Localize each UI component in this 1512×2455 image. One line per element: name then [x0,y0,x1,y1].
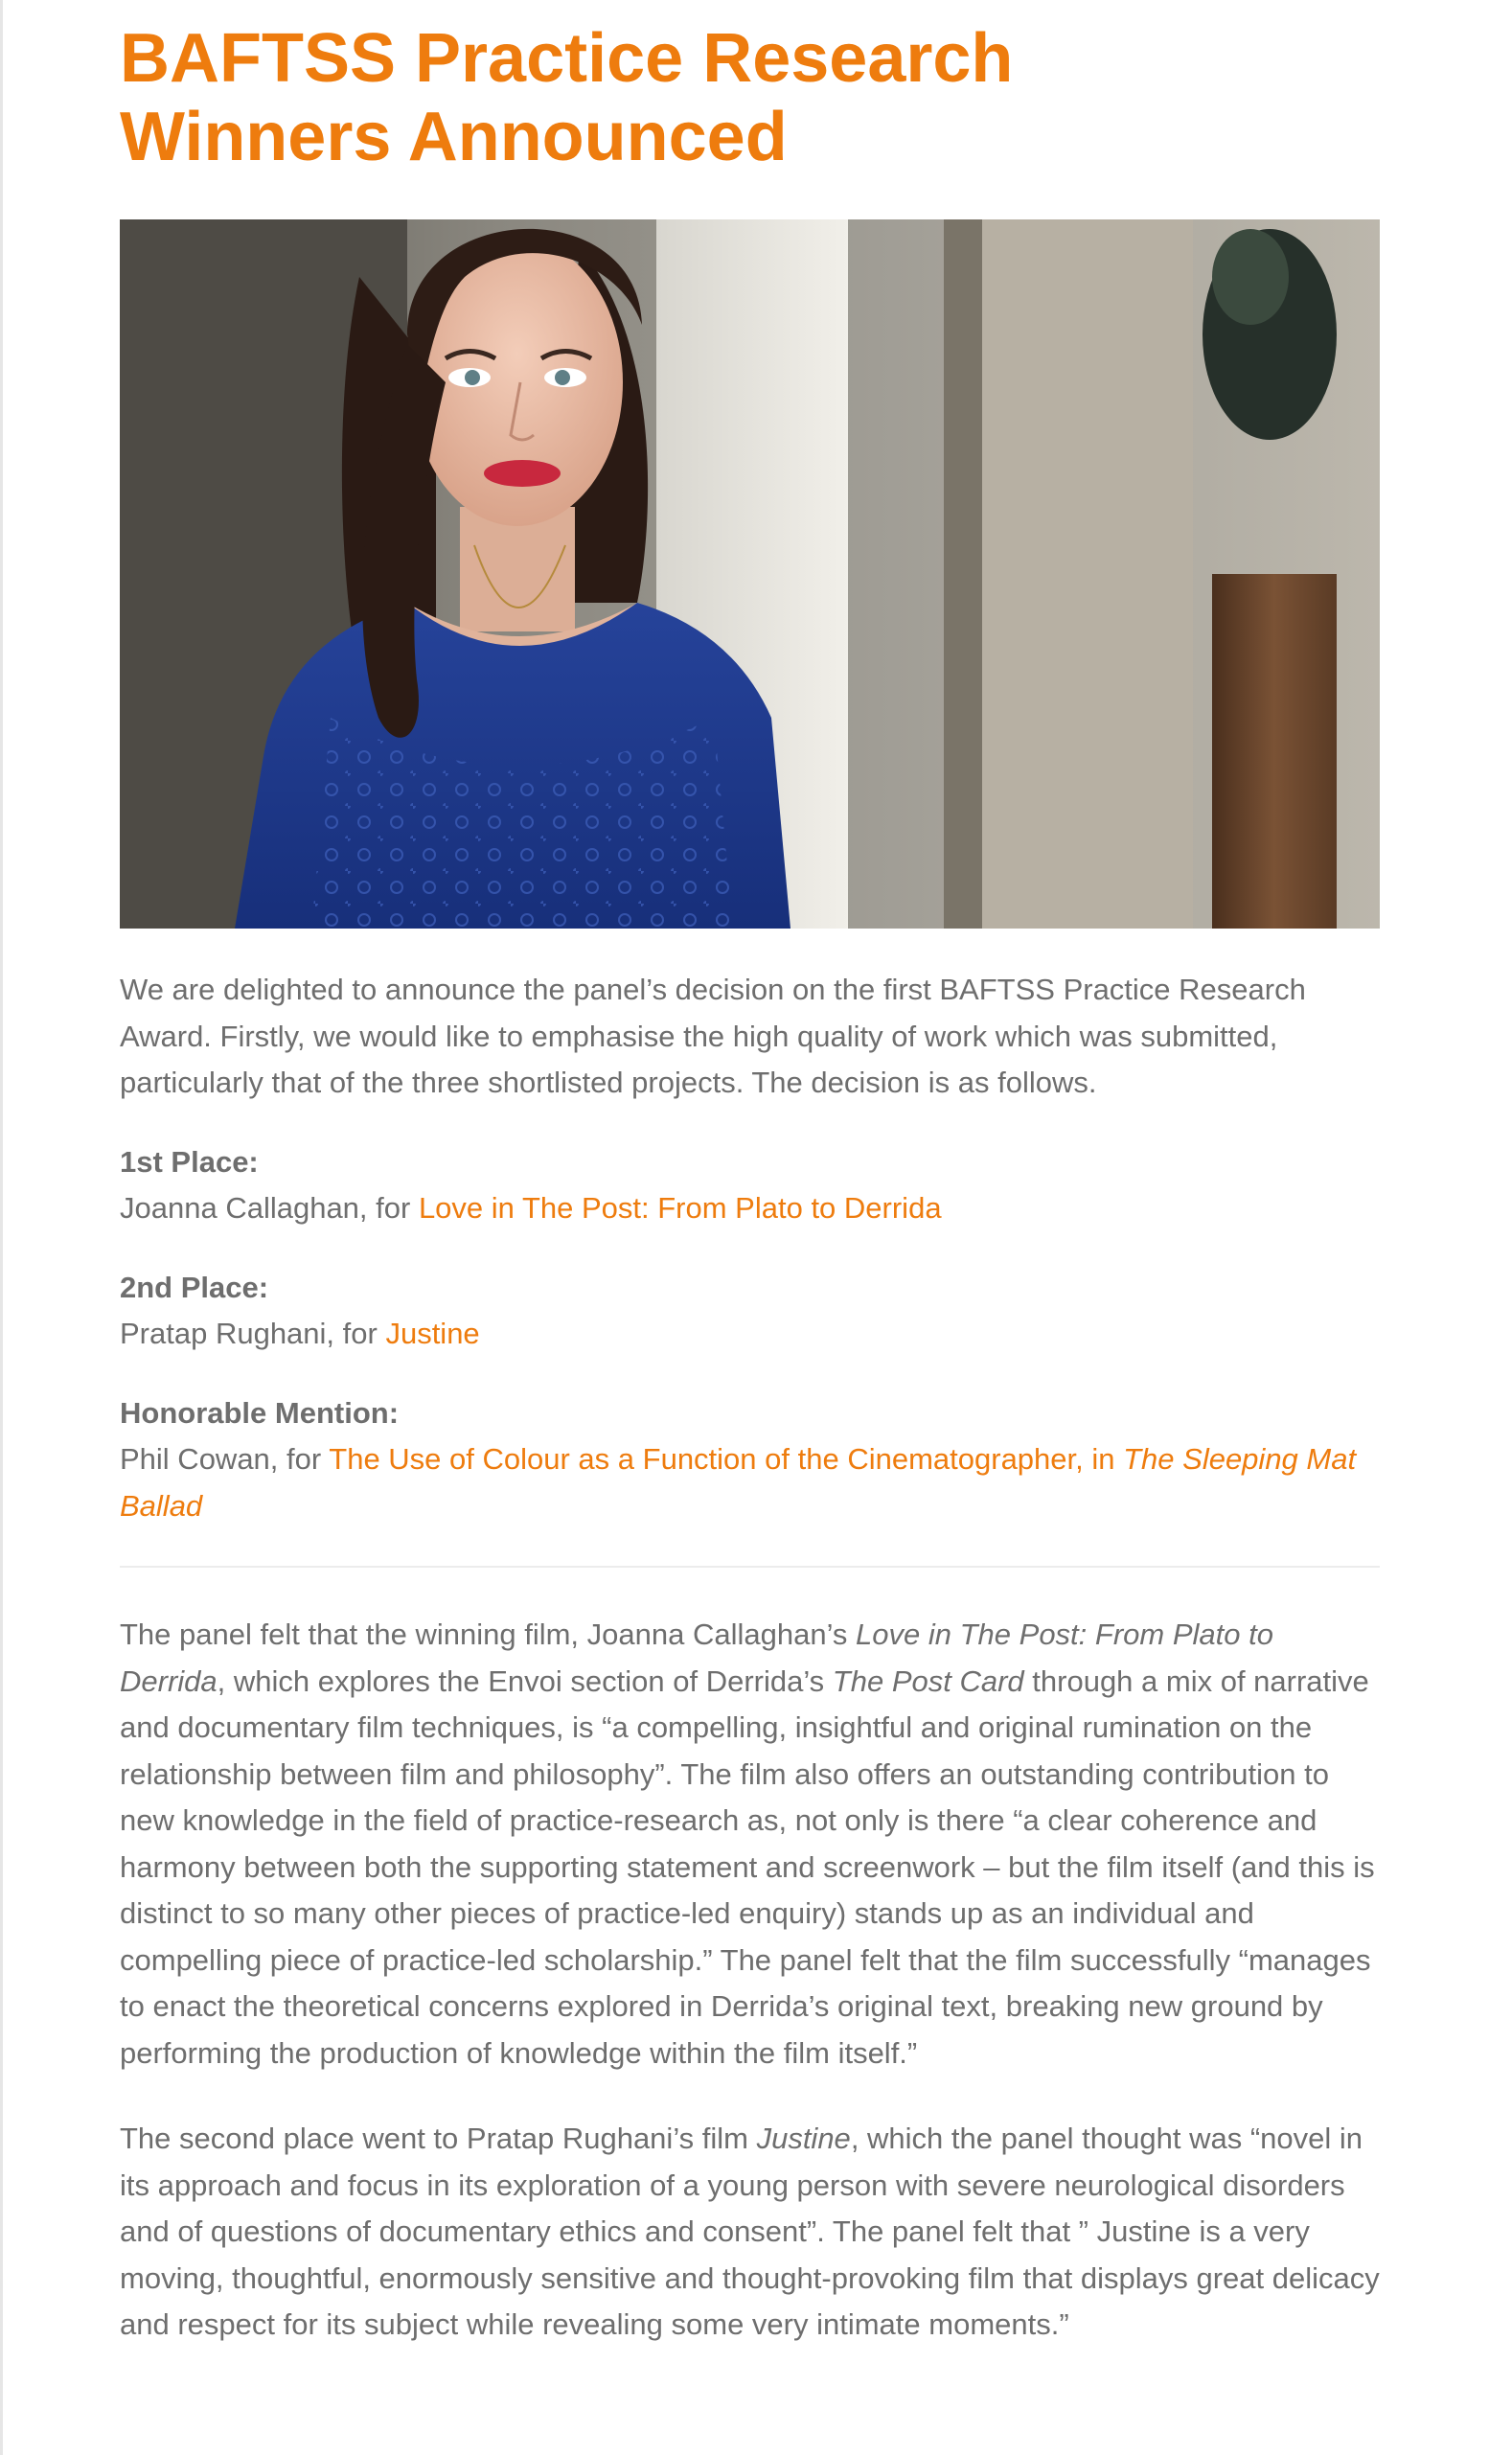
second-place-paragraph [120,2116,1380,2349]
first-place-work-link[interactable]: Love in The Post: From Plato to Derrida [418,1191,942,1225]
second-place-winner-name: Pratap Rughani, for [120,1317,386,1350]
article-title-line-1: BAFTSS Practice Research [120,20,1014,97]
honorable-mention-winner-name: Phil Cowan, for [120,1442,330,1476]
honorable-mention-winner [120,1436,1380,1529]
second-place-work-link[interactable]: Justine [385,1317,480,1350]
second-place-block [120,1265,1380,1358]
honorable-mention-work-title: The Use of Colour as a Function of the Cinematographer, in [329,1442,1124,1476]
honorable-mention-label: Honorable Mention: [120,1395,400,1430]
para2-film-title: Justine [756,2122,851,2155]
article [120,0,1380,2349]
first-place-block [120,1139,1380,1232]
first-place-winner [120,1185,1380,1232]
article-title [120,19,1380,176]
section-divider [120,1566,1380,1568]
winning-film-paragraph [120,1612,1380,2076]
honorable-mention-block [120,1390,1380,1530]
page-left-border [0,0,3,2455]
para1-film-title: Love in The Post: From Plato to Derrida [120,1618,1273,1698]
para2-text-1: The second place went to Pratap Rughani’s film [120,2122,757,2155]
para2-text-2: , which the panel thought was “novel in its approach and focus in its exploration of a young person with severe neurological disorders and of questions of documentary ethics and consent”. The panel felt that ” Justine is a very moving, thoughtful, enormously sensitive and thought-provoking film that displays great delicacy and respect for its subject while revealing some very intimate moments.” [120,2122,1380,2341]
second-place-winner [120,1311,1380,1358]
para1-text-1: The panel felt that the winning film, Joanna Callaghan’s [120,1618,857,1651]
intro-paragraph: We are delighted to announce the panel’s decision on the first BAFTSS Practice Research Award. Firstly, we would like to emphasise the high quality of work which was submitted, particularly that of the three shortlisted projects. The decision is as follows. [120,973,1306,1099]
first-place-label: 1st Place: [120,1144,259,1179]
para1-text-2: , which explores the Envoi section of Derrida’s [217,1663,833,1698]
hero-image [120,219,1380,929]
para1-book-title: The Post Card [832,1663,1024,1698]
first-place-winner-name: Joanna Callaghan, for [120,1191,419,1225]
hero-image-illustration [120,219,1380,929]
para1-text-3: through a mix of narrative and documentary film techniques, is “a compelling, insightful and original rumination on the relationship between film and philosophy”. The film also offers an outstanding contribution to new knowledge in the field of practice-research as, not only is there “a clear coherence and harmony between both the supporting statement and screenwork – but the film itself (and this is distinct to so many other pieces of practice-led enquiry) stands up as an individual and compelling piece of practice-led scholarship.” The panel felt that the film successfully “manages to enact the theoretical concerns explored in Derrida’s original text, breaking new ground by performing the production of knowledge within the film itself.” [120,1663,1375,2070]
article-title-line-2: Winners Announced [120,99,788,175]
second-place-label: 2nd Place: [120,1270,269,1304]
honorable-mention-work-italic: The Sleeping Mat Ballad [120,1442,1357,1523]
